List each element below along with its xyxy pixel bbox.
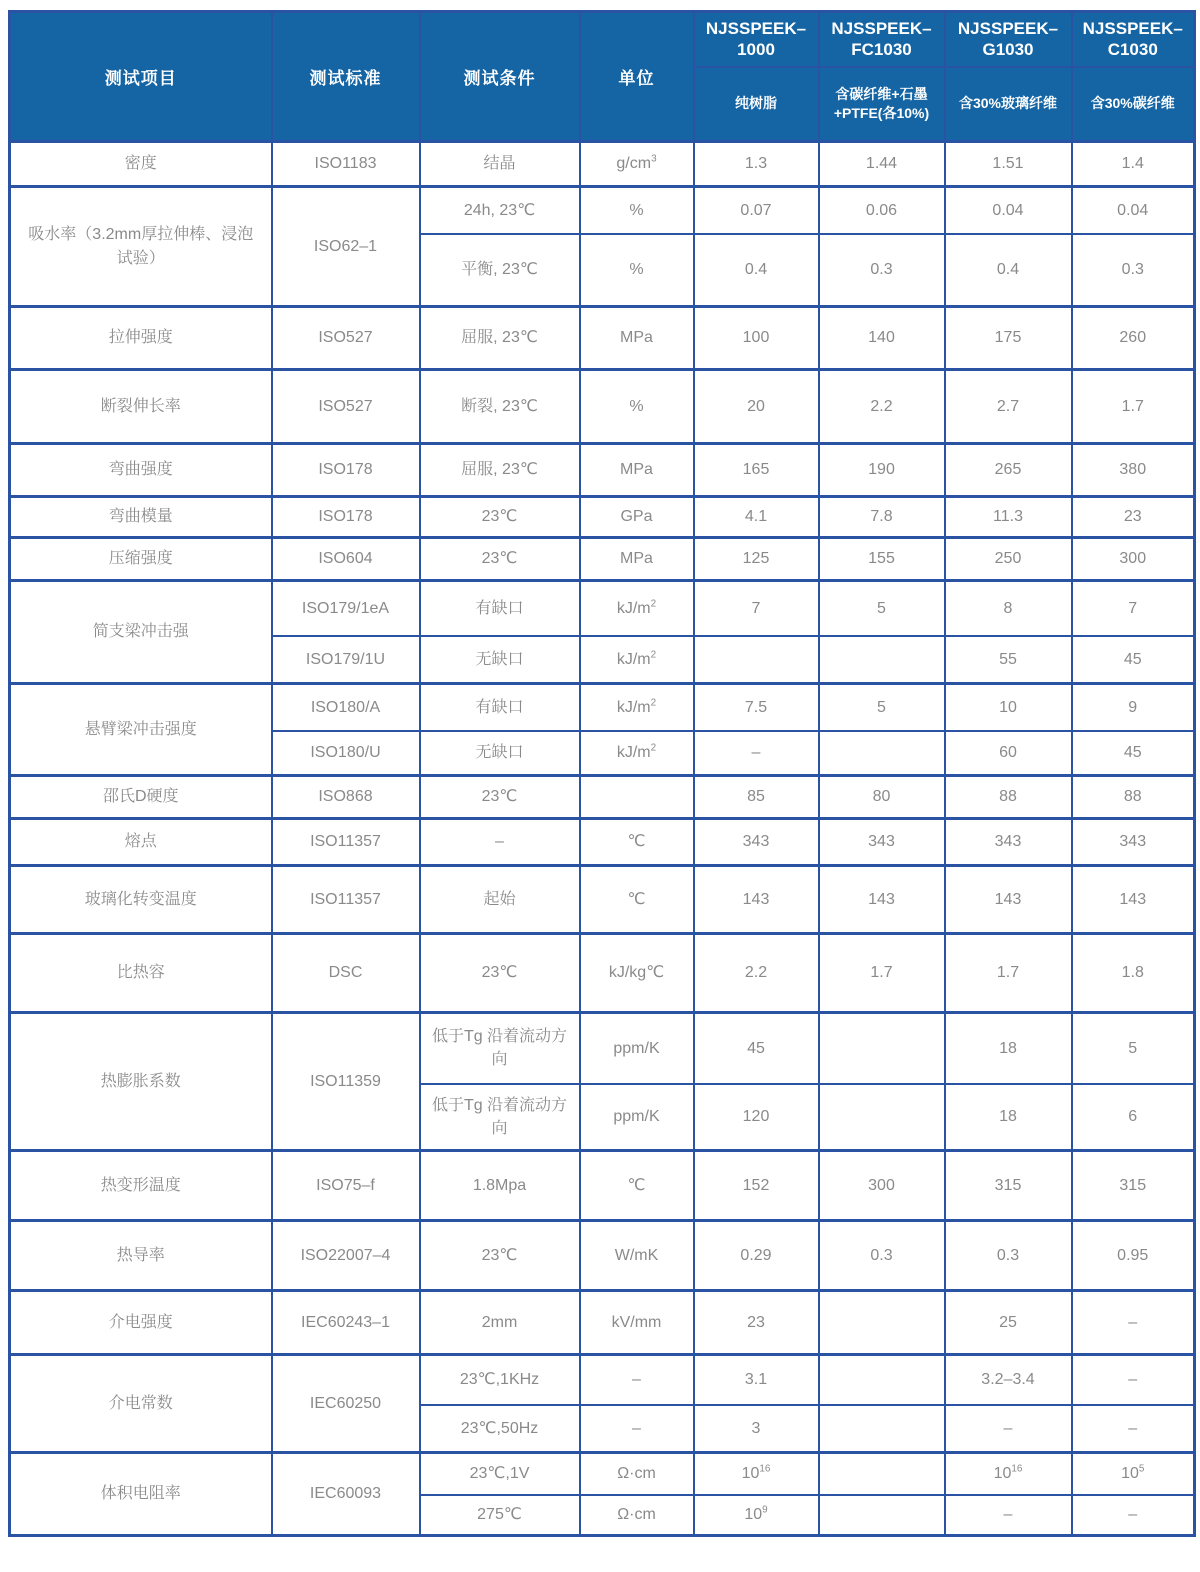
cell-unit: % [580, 234, 694, 307]
cell-value: 7 [1072, 581, 1195, 636]
cell-item: 拉伸强度 [10, 307, 272, 370]
cell-standard: IEC60243–1 [272, 1291, 420, 1355]
cell-value: 88 [1072, 776, 1195, 819]
cell-value: – [1072, 1355, 1195, 1405]
cell-item: 熔点 [10, 819, 272, 866]
cell-item: 悬臂梁冲击强度 [10, 684, 272, 776]
cell-standard: ISO11359 [272, 1013, 420, 1151]
cell-value: $10^{16}$ [694, 1453, 819, 1495]
cell-value: 2.2 [694, 934, 819, 1013]
cell-value: 143 [819, 866, 945, 934]
cell-value: 25 [945, 1291, 1072, 1355]
cell-value: 120 [694, 1084, 819, 1151]
cell-value: 23 [1072, 497, 1195, 538]
cell-condition: 起始 [420, 866, 580, 934]
cell-standard: ISO180/U [272, 731, 420, 776]
cell-value: 0.3 [1072, 234, 1195, 307]
cell-unit: ppm/K [580, 1013, 694, 1084]
table-row [10, 1151, 1195, 1221]
cell-value: 6 [1072, 1084, 1195, 1151]
cell-value: 3.2–3.4 [945, 1355, 1072, 1405]
cell-condition: 275℃ [420, 1495, 580, 1536]
cell-condition: 23℃ [420, 538, 580, 581]
cell-condition: 23℃,1V [420, 1453, 580, 1495]
table-row [10, 187, 1195, 234]
cell-value [819, 731, 945, 776]
cell-item: 体积电阻率 [10, 1453, 272, 1536]
cell-value: 343 [945, 819, 1072, 866]
table-row [10, 444, 1195, 497]
cell-value: 1.7 [1072, 370, 1195, 444]
cell-value [819, 1453, 945, 1495]
cell-value [819, 1405, 945, 1453]
table-row [10, 1221, 1195, 1291]
cell-unit: % [580, 370, 694, 444]
cell-value: 175 [945, 307, 1072, 370]
cell-unit: GPa [580, 497, 694, 538]
cell-unit: Ω·cm [580, 1453, 694, 1495]
cell-value: 0.95 [1072, 1221, 1195, 1291]
cell-value: 7.5 [694, 684, 819, 731]
cell-value: 45 [1072, 731, 1195, 776]
cell-value: 80 [819, 776, 945, 819]
cell-value [694, 636, 819, 684]
cell-condition: 屈服, 23℃ [420, 307, 580, 370]
cell-value: – [945, 1495, 1072, 1536]
cell-value: 0.4 [694, 234, 819, 307]
cell-standard: ISO604 [272, 538, 420, 581]
cell-value: 20 [694, 370, 819, 444]
cell-value: 0.29 [694, 1221, 819, 1291]
cell-standard: ISO178 [272, 497, 420, 538]
table-row [10, 142, 1195, 187]
cell-value: $10^9$ [694, 1495, 819, 1536]
header-test-standard: 测试标准 [272, 12, 420, 142]
cell-item: 热导率 [10, 1221, 272, 1291]
cell-condition: 低于Tg 沿着流动方向 [420, 1084, 580, 1151]
cell-unit: – [580, 1405, 694, 1453]
cell-value: 125 [694, 538, 819, 581]
cell-standard: IEC60250 [272, 1355, 420, 1453]
cell-item: 弯曲模量 [10, 497, 272, 538]
cell-item: 吸水率（3.2mm厚拉伸棒、浸泡试验） [10, 187, 272, 307]
cell-value: 152 [694, 1151, 819, 1221]
header-product-name: NJSSPEEK–G1030 [945, 12, 1072, 67]
cell-condition: 平衡, 23℃ [420, 234, 580, 307]
cell-value [819, 1291, 945, 1355]
cell-value: 265 [945, 444, 1072, 497]
cell-condition: 1.8Mpa [420, 1151, 580, 1221]
cell-condition: 结晶 [420, 142, 580, 187]
cell-value: 1.3 [694, 142, 819, 187]
cell-standard: ISO178 [272, 444, 420, 497]
cell-value: 0.3 [945, 1221, 1072, 1291]
cell-value: 100 [694, 307, 819, 370]
cell-value: 300 [819, 1151, 945, 1221]
table-row [10, 581, 1195, 636]
table-row [10, 307, 1195, 370]
cell-value: 60 [945, 731, 1072, 776]
cell-condition: 无缺口 [420, 636, 580, 684]
cell-item: 介电常数 [10, 1355, 272, 1453]
cell-value: 45 [694, 1013, 819, 1084]
header-product-name: NJSSPEEK–FC1030 [819, 12, 945, 67]
cell-condition: 断裂, 23℃ [420, 370, 580, 444]
table-row [10, 1355, 1195, 1405]
cell-standard: ISO527 [272, 370, 420, 444]
table-row [10, 1013, 1195, 1084]
cell-value: 315 [1072, 1151, 1195, 1221]
cell-unit: MPa [580, 444, 694, 497]
cell-value: 9 [1072, 684, 1195, 731]
cell-value: 5 [819, 684, 945, 731]
cell-value: 88 [945, 776, 1072, 819]
cell-unit: $kJ/m^2$ [580, 731, 694, 776]
cell-value: 143 [694, 866, 819, 934]
table-row [10, 776, 1195, 819]
cell-value: 0.3 [819, 1221, 945, 1291]
cell-standard: ISO75–f [272, 1151, 420, 1221]
cell-unit: % [580, 187, 694, 234]
cell-value: 300 [1072, 538, 1195, 581]
cell-item: 热膨胀系数 [10, 1013, 272, 1151]
cell-condition: 23℃,50Hz [420, 1405, 580, 1453]
table-header [10, 12, 1195, 142]
table-row [10, 684, 1195, 731]
cell-value: 140 [819, 307, 945, 370]
cell-value: 11.3 [945, 497, 1072, 538]
cell-item: 比热容 [10, 934, 272, 1013]
cell-value: 3 [694, 1405, 819, 1453]
cell-value: 380 [1072, 444, 1195, 497]
cell-value: 1.7 [945, 934, 1072, 1013]
cell-value: 23 [694, 1291, 819, 1355]
cell-unit: ppm/K [580, 1084, 694, 1151]
table-row [10, 819, 1195, 866]
cell-unit: – [580, 1355, 694, 1405]
cell-value: 1.44 [819, 142, 945, 187]
header-product-desc: 纯树脂 [694, 67, 819, 142]
cell-value [819, 1495, 945, 1536]
cell-value: 260 [1072, 307, 1195, 370]
header-product-desc: 含碳纤维+石墨+PTFE(各10%) [819, 67, 945, 142]
cell-unit: W/mK [580, 1221, 694, 1291]
cell-unit: $kJ/m^2$ [580, 684, 694, 731]
cell-standard: ISO179/1eA [272, 581, 420, 636]
cell-item: 密度 [10, 142, 272, 187]
table-row [10, 370, 1195, 444]
cell-value: 1.7 [819, 934, 945, 1013]
cell-value: 7 [694, 581, 819, 636]
cell-condition: 24h, 23℃ [420, 187, 580, 234]
cell-standard: ISO527 [272, 307, 420, 370]
table-row [10, 497, 1195, 538]
cell-value: – [945, 1405, 1072, 1453]
cell-item: 邵氏D硬度 [10, 776, 272, 819]
cell-unit: $g/cm^3$ [580, 142, 694, 187]
cell-item: 热变形温度 [10, 1151, 272, 1221]
table-row [10, 866, 1195, 934]
cell-value: – [1072, 1291, 1195, 1355]
cell-value: 7.8 [819, 497, 945, 538]
cell-standard: ISO11357 [272, 819, 420, 866]
cell-value: 18 [945, 1013, 1072, 1084]
cell-unit: $kJ/m^2$ [580, 581, 694, 636]
cell-value: 0.04 [1072, 187, 1195, 234]
table-row [10, 1291, 1195, 1355]
cell-condition: 低于Tg 沿着流动方向 [420, 1013, 580, 1084]
table-row [10, 934, 1195, 1013]
cell-unit: MPa [580, 538, 694, 581]
cell-value: 155 [819, 538, 945, 581]
cell-standard: ISO62–1 [272, 187, 420, 307]
cell-value: 2.7 [945, 370, 1072, 444]
cell-value [819, 1013, 945, 1084]
cell-standard: IEC60093 [272, 1453, 420, 1536]
cell-standard: ISO1183 [272, 142, 420, 187]
cell-value: 343 [1072, 819, 1195, 866]
cell-value: 1.4 [1072, 142, 1195, 187]
header-product-desc: 含30%碳纤维 [1072, 67, 1195, 142]
cell-condition: 23℃ [420, 776, 580, 819]
cell-value: 343 [819, 819, 945, 866]
table-row [10, 1453, 1195, 1495]
cell-condition: 23℃ [420, 1221, 580, 1291]
header-product-name: NJSSPEEK–1000 [694, 12, 819, 67]
cell-value [819, 1355, 945, 1405]
cell-value: $10^5$ [1072, 1453, 1195, 1495]
cell-condition: 无缺口 [420, 731, 580, 776]
cell-value: – [1072, 1405, 1195, 1453]
cell-item: 弯曲强度 [10, 444, 272, 497]
cell-value: 8 [945, 581, 1072, 636]
cell-condition: 有缺口 [420, 684, 580, 731]
cell-condition: 23℃ [420, 497, 580, 538]
cell-standard: ISO868 [272, 776, 420, 819]
cell-condition: 23℃ [420, 934, 580, 1013]
cell-value: 1.51 [945, 142, 1072, 187]
header-product-name: NJSSPEEK–C1030 [1072, 12, 1195, 67]
cell-value: 0.3 [819, 234, 945, 307]
header-product-desc: 含30%玻璃纤维 [945, 67, 1072, 142]
cell-condition: 23℃,1KHz [420, 1355, 580, 1405]
cell-unit [580, 776, 694, 819]
cell-value: 45 [1072, 636, 1195, 684]
cell-value: 4.1 [694, 497, 819, 538]
cell-value: 1.8 [1072, 934, 1195, 1013]
cell-value: 55 [945, 636, 1072, 684]
cell-value: 18 [945, 1084, 1072, 1151]
cell-item: 介电强度 [10, 1291, 272, 1355]
cell-unit: kJ/kg℃ [580, 934, 694, 1013]
header-row-products [10, 12, 1195, 67]
cell-value: 143 [945, 866, 1072, 934]
cell-condition: 有缺口 [420, 581, 580, 636]
cell-unit: ℃ [580, 866, 694, 934]
cell-item: 断裂伸长率 [10, 370, 272, 444]
cell-value: 143 [1072, 866, 1195, 934]
cell-value: 5 [819, 581, 945, 636]
cell-value: $10^{16}$ [945, 1453, 1072, 1495]
cell-value: 165 [694, 444, 819, 497]
cell-value: 343 [694, 819, 819, 866]
properties-table [8, 10, 1196, 1537]
cell-standard: ISO180/A [272, 684, 420, 731]
cell-standard: ISO179/1U [272, 636, 420, 684]
cell-standard: ISO11357 [272, 866, 420, 934]
cell-value: 10 [945, 684, 1072, 731]
header-test-condition: 测试条件 [420, 12, 580, 142]
cell-value: – [1072, 1495, 1195, 1536]
cell-condition: – [420, 819, 580, 866]
table-row [10, 538, 1195, 581]
cell-unit: ℃ [580, 1151, 694, 1221]
cell-value: 190 [819, 444, 945, 497]
cell-value: 0.06 [819, 187, 945, 234]
cell-unit: Ω·cm [580, 1495, 694, 1536]
cell-condition: 屈服, 23℃ [420, 444, 580, 497]
table-body [10, 142, 1195, 1536]
cell-value: 0.4 [945, 234, 1072, 307]
cell-standard: DSC [272, 934, 420, 1013]
cell-item: 简支梁冲击强 [10, 581, 272, 684]
cell-unit: $kJ/m^2$ [580, 636, 694, 684]
cell-value: – [694, 731, 819, 776]
cell-unit: ℃ [580, 819, 694, 866]
cell-value: 250 [945, 538, 1072, 581]
cell-value: 5 [1072, 1013, 1195, 1084]
cell-standard: ISO22007–4 [272, 1221, 420, 1291]
cell-value: 85 [694, 776, 819, 819]
cell-value: 2.2 [819, 370, 945, 444]
cell-value [819, 1084, 945, 1151]
cell-condition: 2mm [420, 1291, 580, 1355]
cell-unit: MPa [580, 307, 694, 370]
header-test-item: 测试项目 [10, 12, 272, 142]
cell-value: 0.07 [694, 187, 819, 234]
cell-value: 3.1 [694, 1355, 819, 1405]
cell-item: 压缩强度 [10, 538, 272, 581]
cell-value [819, 636, 945, 684]
header-unit: 单位 [580, 12, 694, 142]
cell-value: 0.04 [945, 187, 1072, 234]
cell-item: 玻璃化转变温度 [10, 866, 272, 934]
cell-value: 315 [945, 1151, 1072, 1221]
cell-unit: kV/mm [580, 1291, 694, 1355]
